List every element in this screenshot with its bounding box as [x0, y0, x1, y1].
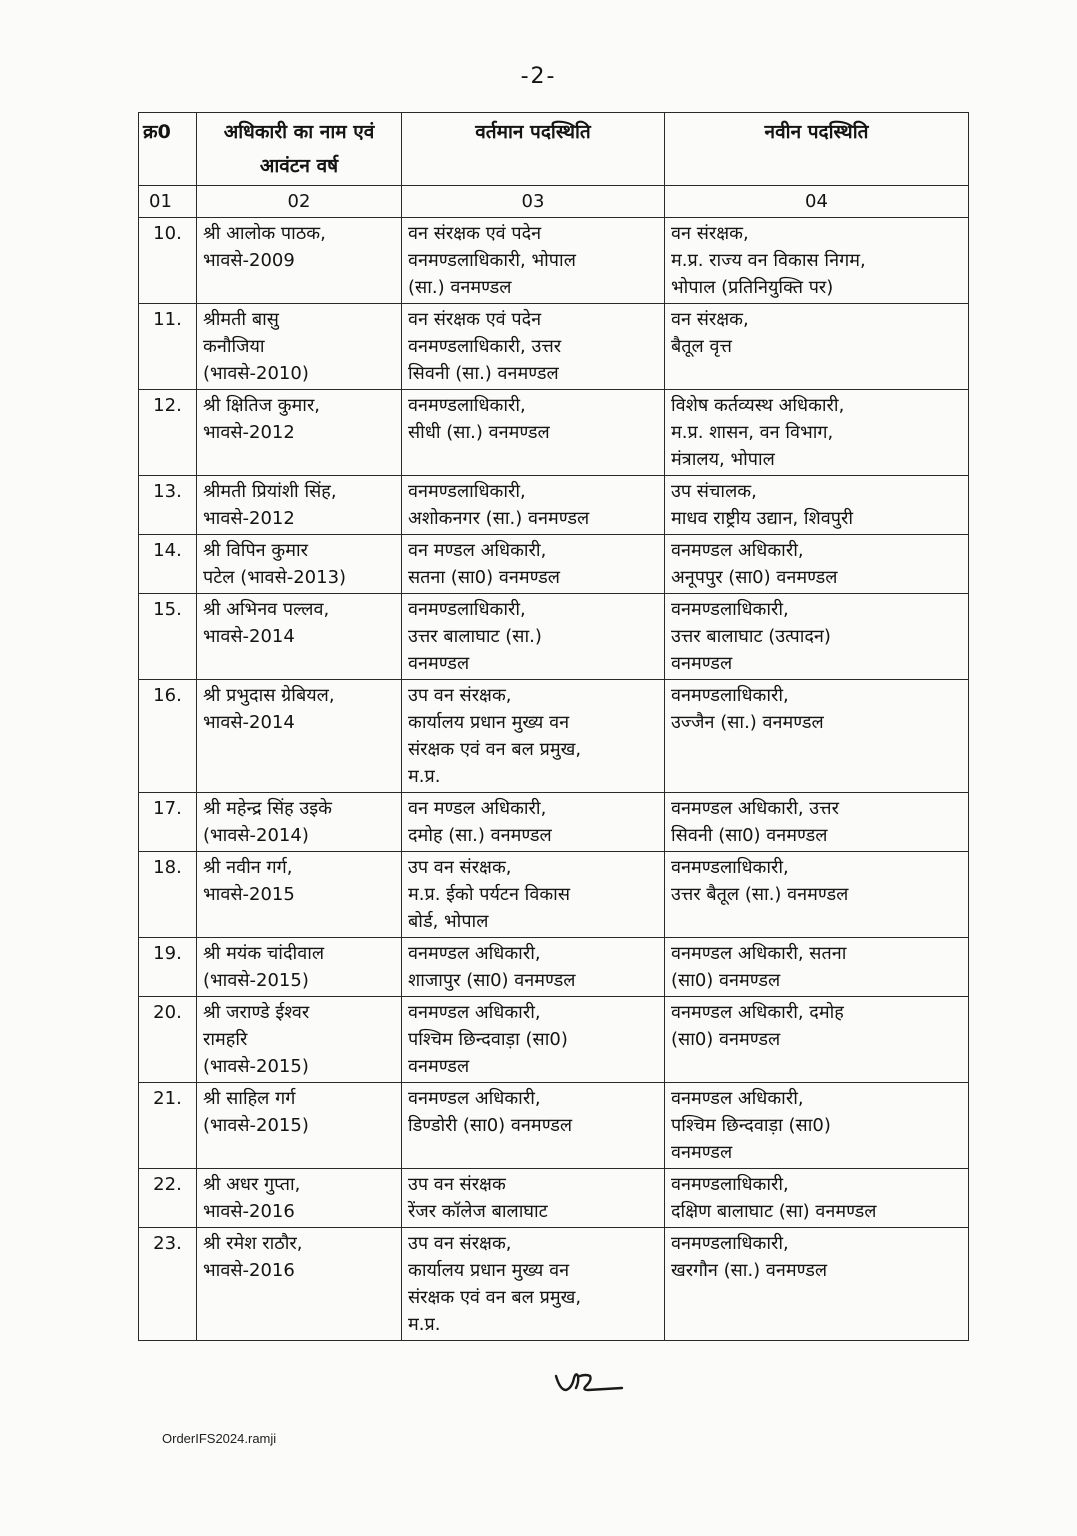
column-number: 02	[197, 186, 402, 218]
current-posting-cell	[402, 793, 665, 852]
new-posting-line: वनमण्डल अधिकारी, दमोह	[671, 1002, 844, 1023]
new-posting-line: वनमण्डलाधिकारी,	[671, 1233, 789, 1254]
table-row	[139, 535, 969, 594]
officer-line: भावसे-2016	[203, 1260, 295, 1281]
current-posting-line: वनमण्डल अधिकारी,	[408, 1088, 541, 1109]
current-posting-line: संरक्षक एवं वन बल प्रमुख,	[408, 1287, 582, 1308]
officer-line: (भावसे-2014)	[203, 825, 309, 846]
current-posting-cell	[402, 997, 665, 1083]
new-posting-line: म.प्र. शासन, वन विभाग,	[671, 422, 834, 443]
current-posting-line: वन मण्डल अधिकारी,	[408, 798, 547, 819]
serial-number: 12.	[139, 390, 197, 476]
current-posting-line: वनमण्डलाधिकारी, उत्तर	[408, 336, 562, 357]
current-posting-line: वन मण्डल अधिकारी,	[408, 540, 547, 561]
new-posting-line: वनमण्डल अधिकारी,	[671, 1088, 804, 1109]
current-posting-cell	[402, 218, 665, 304]
current-posting-line: डिण्डोरी (सा0) वनमण्डल	[408, 1115, 573, 1136]
current-posting-line: (सा.) वनमण्डल	[408, 277, 512, 298]
new-posting-line: (सा0) वनमण्डल	[671, 970, 781, 991]
new-posting-cell	[665, 1083, 969, 1169]
new-posting-cell	[665, 476, 969, 535]
serial-number: 23.	[139, 1228, 197, 1341]
current-posting-line: वनमण्डल अधिकारी,	[408, 943, 541, 964]
new-posting-line: पश्चिम छिन्दवाड़ा (सा0)	[671, 1115, 831, 1136]
new-posting-line: खरगौन (सा.) वनमण्डल	[671, 1260, 828, 1281]
new-posting-line: वनमण्डलाधिकारी,	[671, 685, 789, 706]
current-posting-line: उत्तर बालाघाट (सा.)	[408, 626, 542, 647]
new-posting-line: वनमण्डलाधिकारी,	[671, 857, 789, 878]
officer-line: श्री क्षितिज कुमार,	[203, 395, 321, 416]
officer-line: श्री अभिनव पल्लव,	[203, 599, 330, 620]
current-posting-line: शाजापुर (सा0) वनमण्डल	[408, 970, 576, 991]
current-posting-line: वनमण्डल	[408, 1056, 470, 1077]
table-row	[139, 852, 969, 938]
new-posting-line: उत्तर बालाघाट (उत्पादन)	[671, 626, 831, 647]
officer-line: कनौजिया	[203, 336, 265, 357]
officer-line: श्री अधर गुप्ता,	[203, 1174, 301, 1195]
table-row	[139, 218, 969, 304]
current-posting-line: सतना (सा0) वनमण्डल	[408, 567, 560, 588]
table-row	[139, 793, 969, 852]
current-posting-cell	[402, 476, 665, 535]
serial-number: 19.	[139, 938, 197, 997]
new-posting-cell	[665, 304, 969, 390]
officer-line: भावसे-2014	[203, 626, 295, 647]
new-posting-line: वनमण्डल अधिकारी,	[671, 540, 804, 561]
current-posting-line: दमोह (सा.) वनमण्डल	[408, 825, 552, 846]
current-posting-line: म.प्र.	[408, 766, 441, 787]
current-posting-line: वनमण्डलाधिकारी,	[408, 599, 526, 620]
new-posting-line: वनमण्डलाधिकारी,	[671, 1174, 789, 1195]
new-posting-cell	[665, 390, 969, 476]
new-posting-line: उज्जैन (सा.) वनमण्डल	[671, 712, 824, 733]
new-posting-line: वन संरक्षक,	[671, 223, 749, 244]
header-current-posting: वर्तमान पदस्थिति	[402, 113, 665, 186]
serial-number: 13.	[139, 476, 197, 535]
new-posting-line: वनमण्डल अधिकारी, सतना	[671, 943, 847, 964]
new-posting-line: (सा0) वनमण्डल	[671, 1029, 781, 1050]
header-officer: अधिकारी का नाम एवं आवंटन वर्ष	[197, 113, 402, 186]
current-posting-line: वनमण्डलाधिकारी, भोपाल	[408, 250, 576, 271]
current-posting-line: अशोकनगर (सा.) वनमण्डल	[408, 508, 590, 529]
officer-line: भावसे-2015	[203, 884, 295, 905]
new-posting-line: विशेष कर्तव्यस्थ अधिकारी,	[671, 395, 845, 416]
officer-cell	[197, 218, 402, 304]
officer-line: श्री प्रभुदास ग्रेबियल,	[203, 685, 335, 706]
new-posting-line: वनमण्डल	[671, 1142, 733, 1163]
officer-line: (भावसे-2015)	[203, 1056, 309, 1077]
serial-number: 15.	[139, 594, 197, 680]
table-row	[139, 1169, 969, 1228]
table-row	[139, 938, 969, 997]
officer-line: भावसे-2009	[203, 250, 295, 271]
transfer-order-table	[138, 112, 969, 1341]
officer-line: श्री जराण्डे ईश्वर	[203, 1002, 310, 1023]
serial-number: 21.	[139, 1083, 197, 1169]
table-row	[139, 476, 969, 535]
new-posting-line: वनमण्डलाधिकारी,	[671, 599, 789, 620]
officer-line: भावसे-2016	[203, 1201, 295, 1222]
officer-line: (भावसे-2010)	[203, 363, 309, 384]
new-posting-line: वन संरक्षक,	[671, 309, 749, 330]
table-row	[139, 680, 969, 793]
new-posting-line: सिवनी (सा0) वनमण्डल	[671, 825, 828, 846]
officer-line: रामहरि	[203, 1029, 248, 1050]
officer-cell	[197, 793, 402, 852]
table-row	[139, 997, 969, 1083]
footer-reference: OrderIFS2024.ramji	[162, 1431, 277, 1446]
officer-line: श्रीमती बासु	[203, 309, 279, 330]
new-posting-line: उत्तर बैतूल (सा.) वनमण्डल	[671, 884, 849, 905]
officer-line: श्रीमती प्रियांशी सिंह,	[203, 481, 337, 502]
officer-cell	[197, 680, 402, 793]
current-posting-line: उप वन संरक्षक,	[408, 857, 512, 878]
officer-line: श्री मयंक चांदीवाल	[203, 943, 325, 964]
current-posting-cell	[402, 852, 665, 938]
officer-line: श्री आलोक पाठक,	[203, 223, 326, 244]
header-serial: क्र0	[139, 113, 197, 186]
table-header-row	[139, 113, 969, 186]
current-posting-line: वनमण्डलाधिकारी,	[408, 481, 526, 502]
new-posting-cell	[665, 852, 969, 938]
new-posting-cell	[665, 535, 969, 594]
officer-cell	[197, 390, 402, 476]
officer-cell	[197, 1083, 402, 1169]
table-row	[139, 1083, 969, 1169]
new-posting-cell	[665, 793, 969, 852]
serial-number: 11.	[139, 304, 197, 390]
officer-line: श्री नवीन गर्ग,	[203, 857, 293, 878]
current-posting-cell	[402, 1083, 665, 1169]
current-posting-line: उप वन संरक्षक	[408, 1174, 506, 1195]
current-posting-cell	[402, 390, 665, 476]
current-posting-cell	[402, 594, 665, 680]
current-posting-line: सिवनी (सा.) वनमण्डल	[408, 363, 559, 384]
current-posting-line: पश्चिम छिन्दवाड़ा (सा0)	[408, 1029, 568, 1050]
current-posting-line: वनमण्डल	[408, 653, 470, 674]
current-posting-line: म.प्र. ईको पर्यटन विकास	[408, 884, 570, 905]
officer-line: भावसे-2012	[203, 508, 295, 529]
current-posting-line: वनमण्डल अधिकारी,	[408, 1002, 541, 1023]
current-posting-line: वनमण्डलाधिकारी,	[408, 395, 526, 416]
officer-cell	[197, 594, 402, 680]
officer-line: (भावसे-2015)	[203, 1115, 309, 1136]
current-posting-line: उप वन संरक्षक,	[408, 685, 512, 706]
current-posting-line: संरक्षक एवं वन बल प्रमुख,	[408, 739, 582, 760]
current-posting-line: वन संरक्षक एवं पदेन	[408, 223, 542, 244]
current-posting-cell	[402, 1228, 665, 1341]
officer-line: श्री साहिल गर्ग	[203, 1088, 296, 1109]
new-posting-line: बैतूल वृत्त	[671, 336, 732, 357]
current-posting-line: कार्यालय प्रधान मुख्य वन	[408, 1260, 570, 1281]
new-posting-cell	[665, 218, 969, 304]
table-row	[139, 304, 969, 390]
serial-number: 10.	[139, 218, 197, 304]
serial-number: 16.	[139, 680, 197, 793]
table-row	[139, 594, 969, 680]
table-row	[139, 390, 969, 476]
new-posting-cell	[665, 1228, 969, 1341]
officer-cell	[197, 997, 402, 1083]
new-posting-line: भोपाल (प्रतिनियुक्ति पर)	[671, 277, 834, 298]
column-number-row	[139, 186, 969, 218]
officer-line: भावसे-2012	[203, 422, 295, 443]
new-posting-line: म.प्र. राज्य वन विकास निगम,	[671, 250, 866, 271]
current-posting-cell	[402, 938, 665, 997]
officer-line: श्री महेन्द्र सिंह उइके	[203, 798, 332, 819]
officer-cell	[197, 535, 402, 594]
officer-cell	[197, 938, 402, 997]
officer-line: भावसे-2014	[203, 712, 295, 733]
officer-cell	[197, 1169, 402, 1228]
table-row	[139, 1228, 969, 1341]
current-posting-line: सीधी (सा.) वनमण्डल	[408, 422, 550, 443]
current-posting-line: बोर्ड, भोपाल	[408, 911, 489, 932]
current-posting-cell	[402, 1169, 665, 1228]
officer-line: (भावसे-2015)	[203, 970, 309, 991]
serial-number: 22.	[139, 1169, 197, 1228]
current-posting-line: रेंजर कॉलेज बालाघाट	[408, 1201, 548, 1222]
new-posting-cell	[665, 997, 969, 1083]
new-posting-cell	[665, 1169, 969, 1228]
new-posting-cell	[665, 938, 969, 997]
current-posting-line: कार्यालय प्रधान मुख्य वन	[408, 712, 570, 733]
current-posting-cell	[402, 304, 665, 390]
serial-number: 18.	[139, 852, 197, 938]
officer-cell	[197, 1228, 402, 1341]
new-posting-line: अनूपपुर (सा0) वनमण्डल	[671, 567, 838, 588]
signature-initials	[552, 1366, 632, 1406]
new-posting-line: दक्षिण बालाघाट (सा) वनमण्डल	[671, 1201, 877, 1222]
officer-cell	[197, 476, 402, 535]
officer-cell	[197, 852, 402, 938]
column-number: 01	[139, 186, 197, 218]
column-number: 04	[665, 186, 969, 218]
new-posting-cell	[665, 594, 969, 680]
current-posting-line: म.प्र.	[408, 1314, 441, 1335]
page-number: -2-	[520, 64, 557, 89]
officer-line: श्री विपिन कुमार	[203, 540, 309, 561]
new-posting-line: उप संचालक,	[671, 481, 757, 502]
new-posting-line: मंत्रालय, भोपाल	[671, 449, 775, 470]
new-posting-cell	[665, 680, 969, 793]
officer-line: पटेल (भावसे-2013)	[203, 567, 347, 588]
new-posting-line: वनमण्डल	[671, 653, 733, 674]
column-number: 03	[402, 186, 665, 218]
officer-line: श्री रमेश राठौर,	[203, 1233, 303, 1254]
current-posting-cell	[402, 680, 665, 793]
new-posting-line: माधव राष्ट्रीय उद्यान, शिवपुरी	[671, 508, 854, 529]
serial-number: 17.	[139, 793, 197, 852]
current-posting-cell	[402, 535, 665, 594]
current-posting-line: उप वन संरक्षक,	[408, 1233, 512, 1254]
current-posting-line: वन संरक्षक एवं पदेन	[408, 309, 542, 330]
new-posting-line: वनमण्डल अधिकारी, उत्तर	[671, 798, 839, 819]
serial-number: 20.	[139, 997, 197, 1083]
header-new-posting: नवीन पदस्थिति	[665, 113, 969, 186]
serial-number: 14.	[139, 535, 197, 594]
officer-cell	[197, 304, 402, 390]
